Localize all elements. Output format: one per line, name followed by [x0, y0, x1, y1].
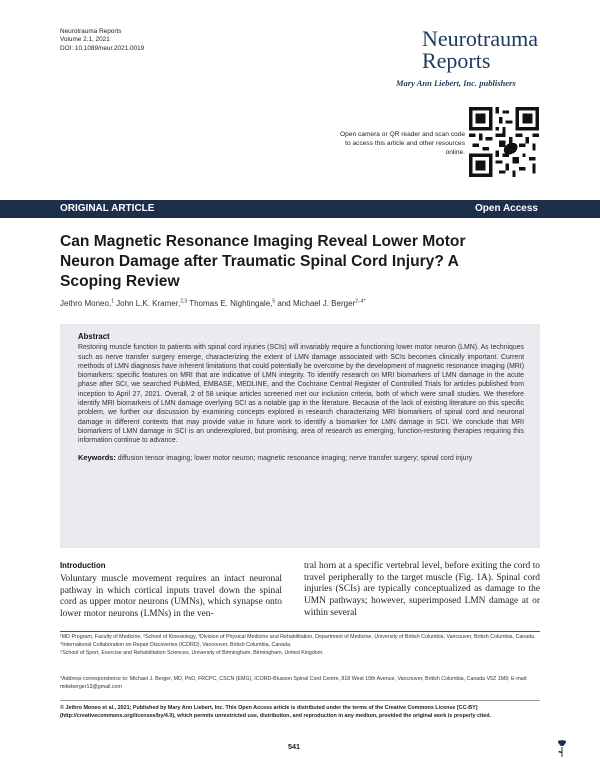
keywords-text: diffusion tensor imaging; lower motor neuron; magnetic resonance imaging; nerve transfer surgery; spinal cord injury: [115, 454, 473, 462]
affiliation-3: ⁵School of Sport, Exercise and Rehabilitation Sciences, University of Birmingham, Birmingham, United Kingdom.: [60, 649, 324, 656]
author-3[interactable]: Thomas E. Nightingale,$^5$: [187, 298, 276, 308]
license-divider: [60, 700, 540, 701]
article-banner: [0, 200, 600, 218]
intro-heading: Introduction: [60, 561, 106, 570]
logo-line1: Neurotrauma: [421, 26, 538, 51]
keywords: [78, 453, 524, 463]
author-list: [60, 298, 366, 308]
page-number: 541: [288, 742, 300, 751]
publisher-logo: Mary Ann Liebert, Inc. publishers: [396, 78, 516, 88]
correspondence: *Address correspondence to: Michael J. Berger, MD, PhD, FRCPC, CSCN (EMG), ICORD-Blusson Spinal Cord Centre, 818 West 10th Avenue, Vancouver, British Columbia, Canada V5Z 1M9; E-mail: mikeberger13@gmail.com: [60, 676, 528, 690]
keywords-label: Keywords:: [78, 452, 116, 462]
author-2[interactable]: John L.K. Kramer,$^{2,3}$: [113, 298, 188, 308]
footnote-divider: [60, 631, 540, 632]
doi[interactable]: DOI: 10.1089/neur.2021.0019: [60, 44, 145, 52]
intro-text-right: tral horn at a specific vertebral level, before exiting the cord to travel peripherally to the target muscle (Fig. 1A). Spinal cord injuries (SCIs) are typically conceptualized as damage to the UMN pathways; however, superimposed LMN damage at or within several: [304, 561, 540, 618]
volume-info: Volume 2.1, 2021: [60, 36, 110, 44]
license-text: © Jethro Moneo et al., 2021; Published by Mary Ann Liebert, Inc. This Open Access article is distributed under the terms of the Creative Commons License [CC-BY] (http://creativecommons.org/licenses/by/4.0), which permits unrestricted use, distribution, and reproduction in any medium, provided the original work is properly cited.: [60, 705, 492, 720]
body-column-left: [60, 561, 282, 621]
affiliations: [60, 634, 540, 658]
affiliation-2: ⁴International Collaboration on Repair Discoveries (ICORD), Vancouver, British Columbia, Canada.: [60, 641, 292, 648]
affiliation-1: ¹MD Program, Faculty of Medicine, ²School of Kinesiology, ³Division of Physical Medicine and Rehabilitation, Department of Medicine, University of British Columbia, Vancouver, British Columbia, Canada.: [60, 634, 536, 640]
journal-meta: [60, 28, 144, 53]
intro-text-left: Voluntary muscle movement requires an intact neuronal pathway in which cortical inputs travel down the spinal cord as upper motor neurons (UMNs), which synapse onto lower motor neurons (LMNs) in the ven-: [60, 574, 282, 620]
article-type: ORIGINAL ARTICLE: [60, 203, 155, 214]
author-1[interactable]: Jethro Moneo,$^1$: [60, 298, 114, 308]
abstract-heading: Abstract: [78, 332, 110, 341]
article-title: Can Magnetic Resonance Imaging Reveal Lower Motor Neuron Damage after Traumatic Spinal Cord Injury? A Scoping Review: [60, 233, 466, 290]
body-column-right: [304, 561, 540, 620]
author-4[interactable]: and Michael J. Berger$^{2-4*}$: [275, 298, 366, 308]
abstract-box: [60, 324, 540, 548]
qr-code-icon[interactable]: [469, 107, 539, 177]
qr-instructions: Open camera or QR reader and scan code to access this article and other resources online.: [340, 131, 465, 156]
journal-name: Neurotrauma Reports: [60, 28, 122, 35]
open-access-label[interactable]: Open Access: [475, 203, 538, 214]
journal-logo: [422, 28, 538, 72]
flower-icon: [556, 738, 568, 758]
abstract-text: Restoring muscle function to patients with spinal cord injuries (SCIs) will invariably require a functioning lower motor neuron (LMN). As techniques such as nerve transfer surgery emerge, characterizing the extent of LMN damage associated with SCIs becomes clinically important. Current methods of LMN diagnosis have inherent limitations that could potentially be overcome by the development of magnetic resonance imaging (MRI) biomarkers: specific features on MRI that are indicative of LMN integrity. To identify research on MRI biomarkers of LMN damage in the acute phase after SCI, we searched PubMed, EMBASE, MEDLINE, and the Cochrane Central Register of Controlled Trials for articles published from inception to April 27, 2021. Overall, 2 of 58 unique articles screened met our inclusion criteria, both of which were small studies. We therefore identify MRI biomarkers of LMN damage overlying SCI as a notable gap in the literature. Because of the lack of existing literature on this specific problem, we further our discussion by examining concepts explored in research characterizing MRI biomarkers of spinal cord and neuronal damage in different contexts that may provide value in future work to identify a biomarker for LMN damage in SCI. We conclude that MRI biomarkers of LMN damage in SCI is an underexplored, but promising, area of research as emerging, function-restoring therapies requiring this information continue to advance.: [78, 344, 524, 445]
logo-line2: Reports: [421, 48, 491, 73]
